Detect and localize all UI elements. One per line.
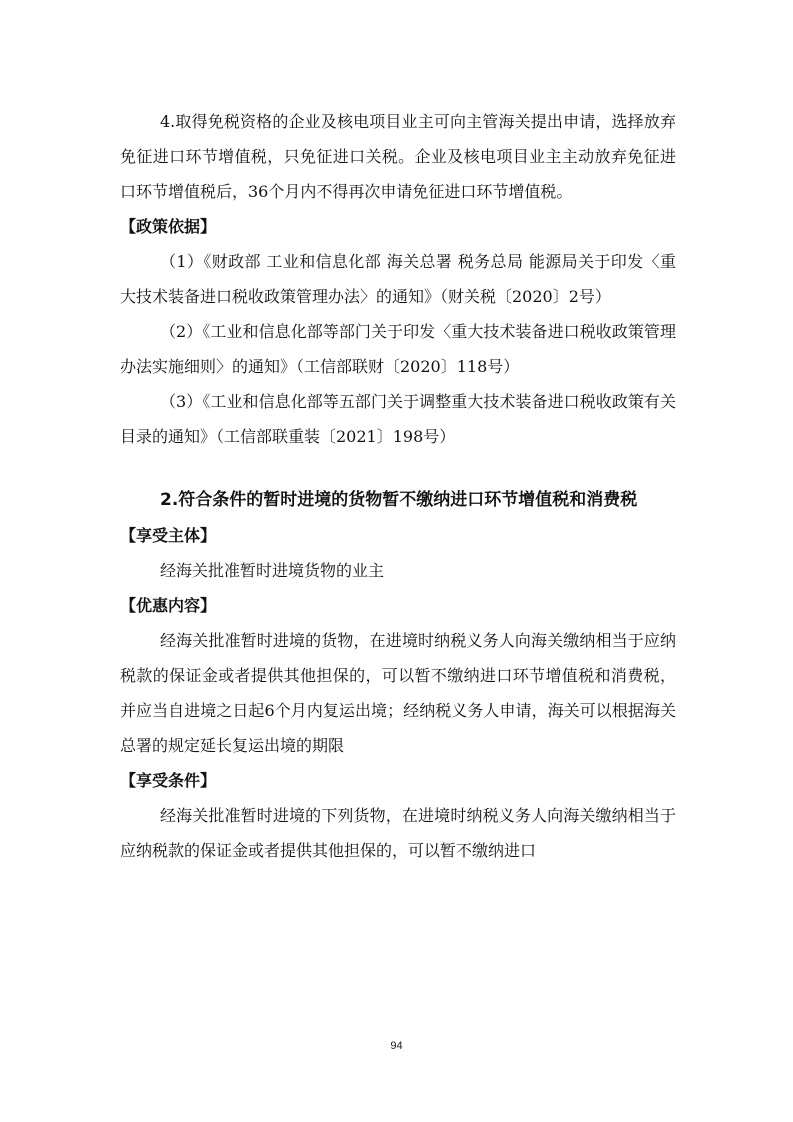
heading-conditions: 【享受条件】 <box>120 771 217 790</box>
paragraph-conditions: 经海关批准暂时进境的下列货物，在进境时纳税义务人向海关缴纳相当于应纳税款的保证金或者提供其他担保的，可以暂不缴纳进口 <box>120 806 676 860</box>
page-number: 94 <box>390 1040 403 1052</box>
heading-policy-basis: 【政策依据】 <box>120 217 217 236</box>
paragraph-preferential-content: 经海关批准暂时进境的货物，在进境时纳税义务人向海关缴纳相当于应纳税款的保证金或者提供其他担保的，可以暂不缴纳进口环节增值税和消费税，并应当自进境之日起6个月内复运出境；经纳税义务人申请，海关可以根据海关总署的规定延长复运出境的期限 <box>120 631 676 755</box>
paragraph-policy-3: （3）《工业和信息化部等五部门关于调整重大技术装备进口税收政策有关目录的通知》（工信部联重装〔2021〕198号） <box>120 392 676 446</box>
paragraph-policy-1: （1）《财政部 工业和信息化部 海关总署 税务总局 能源局关于印发〈重大技术装备进口税收政策管理办法〉的通知》（财关税〔2020〕2号） <box>120 252 676 306</box>
heading-preferential-content: 【优惠内容】 <box>120 596 217 615</box>
paragraph-item-4: 4.取得免税资格的企业及核电项目业主可向主管海关提出申请，选择放弃免征进口环节增值税，只免征进口关税。企业及核电项目业主主动放弃免征进口环节增值税后，36个月内不得再次申请免征进口环节增值税。 <box>120 112 676 201</box>
section-title-2: 2.符合条件的暂时进境的货物暂不缴纳进口环节增值税和消费税 <box>160 490 638 510</box>
page-content <box>120 104 676 868</box>
heading-beneficiary: 【享受主体】 <box>120 526 217 545</box>
paragraph-policy-2: （2）《工业和信息化部等部门关于印发〈重大技术装备进口税收政策管理办法实施细则〉的通知》（工信部联财〔2020〕118号） <box>120 322 676 376</box>
paragraph-beneficiary: 经海关批准暂时进境货物的业主 <box>160 561 385 580</box>
